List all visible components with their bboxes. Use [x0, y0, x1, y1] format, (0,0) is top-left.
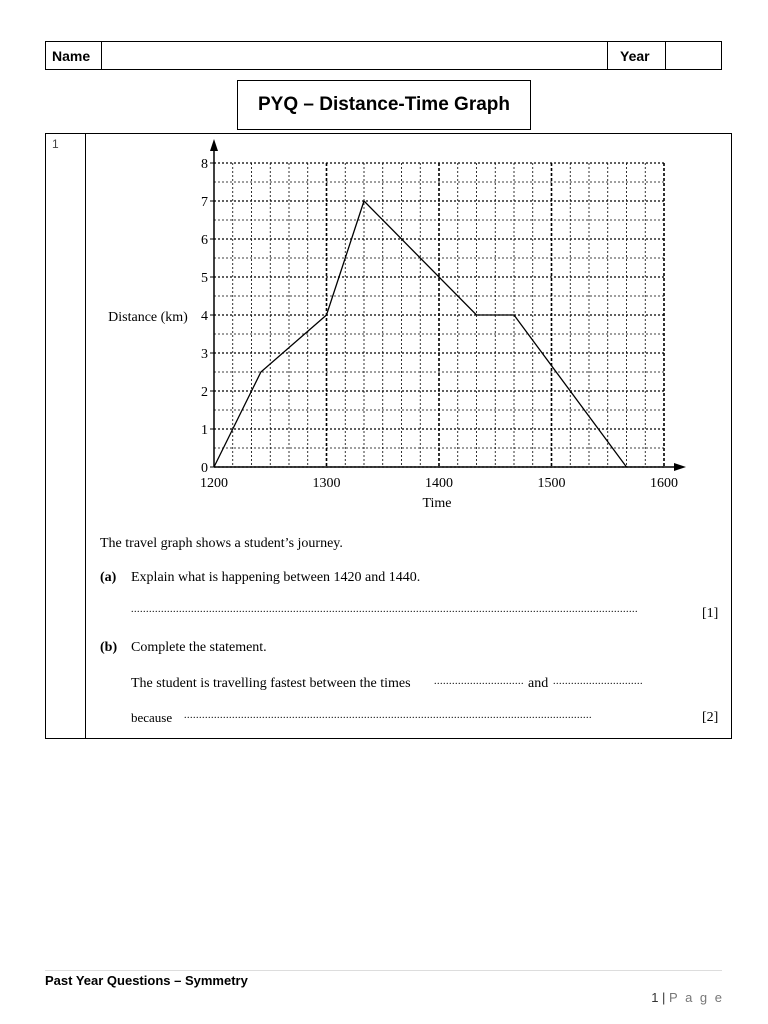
part-b-time-2-line[interactable]: ..............................	[553, 676, 643, 687]
x-axis-label: Time	[422, 496, 452, 511]
y-tick-label: 4	[201, 309, 208, 324]
page-number-separator: |	[658, 990, 670, 1005]
x-tick-label: 1600	[650, 476, 678, 491]
part-a-label: (a)	[100, 570, 117, 585]
part-b-time-1-line[interactable]: ..............................	[434, 676, 524, 687]
y-tick-label: 0	[201, 461, 208, 476]
x-tick-label: 1500	[537, 476, 566, 491]
y-axis-label: Distance (km)	[108, 310, 188, 325]
page-word: P a g e	[669, 990, 724, 1005]
y-tick-label: 6	[201, 233, 208, 248]
part-b-and: and	[528, 676, 549, 691]
x-tick-label: 1200	[200, 476, 228, 491]
graph-axes	[210, 139, 686, 471]
page-number-value: 1	[651, 990, 659, 1005]
footer-divider	[45, 970, 722, 971]
graph-grid	[214, 163, 664, 467]
footer-text: Past Year Questions – Symmetry	[45, 973, 248, 988]
x-tick-label: 1400	[425, 476, 453, 491]
part-b-text: Complete the statement.	[131, 640, 267, 655]
y-tick-label: 2	[201, 385, 208, 400]
page-number	[651, 990, 724, 1005]
y-tick-label: 5	[201, 271, 208, 286]
part-a-answer-line[interactable]: .........................................................................................................................................................................	[131, 604, 638, 615]
x-axis-arrow	[674, 463, 686, 471]
part-b-marks: [2]	[702, 710, 719, 725]
part-b-because: because	[131, 710, 173, 725]
part-a-marks: [1]	[702, 606, 719, 621]
part-b-label: (b)	[100, 640, 118, 655]
question-number: 1	[52, 137, 59, 151]
x-tick-label: 1300	[312, 476, 341, 491]
question-intro: The travel graph shows a student’s journey.	[100, 536, 343, 551]
y-tick-label: 7	[201, 195, 208, 210]
part-a-text: Explain what is happening between 1420 and 1440.	[131, 570, 421, 585]
y-tick-label: 3	[201, 347, 208, 362]
part-b-because-line[interactable]: ........................................................................................................................................	[184, 710, 592, 721]
part-b-statement: The student is travelling fastest between the times	[131, 676, 411, 691]
name-label: Name	[46, 42, 102, 69]
year-label: Year	[608, 42, 666, 69]
y-axis-arrow	[210, 139, 218, 151]
y-tick-label: 1	[201, 423, 208, 438]
page-title: PYQ – Distance-Time Graph	[237, 80, 531, 130]
y-tick-label: 8	[201, 157, 208, 172]
